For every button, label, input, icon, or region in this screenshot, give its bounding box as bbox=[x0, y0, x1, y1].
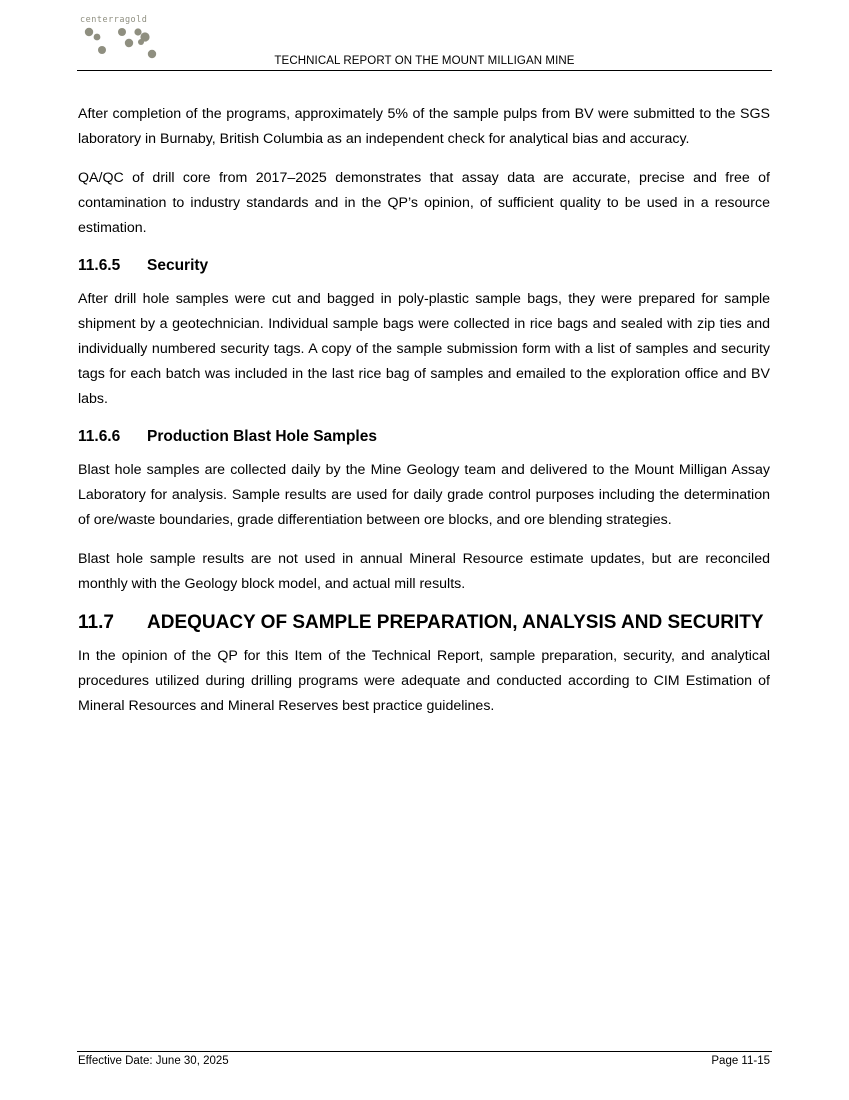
section-title: Security bbox=[147, 257, 209, 274]
footer-page-number: Page 11-15 bbox=[711, 1055, 770, 1067]
section-title: ADEQUACY OF SAMPLE PREPARATION, ANALYSIS AND SECURITY bbox=[147, 612, 764, 633]
paragraph: After completion of the programs, approximately 5% of the sample pulps from BV were submitted to the SGS laboratory in Burnaby, British Columbia as an independent check for analytical bias and accuracy. bbox=[78, 106, 770, 147]
section-heading-11-6-5 bbox=[78, 255, 770, 277]
footer-divider bbox=[77, 1051, 772, 1052]
footer-effective-date: Effective Date: June 30, 2025 bbox=[78, 1055, 229, 1067]
paragraph: Blast hole samples are collected daily by the Mine Geology team and delivered to the Mount Milligan Assay Laboratory for analysis. Sample results are used for daily grade control purposes including the determination of ore/waste boundaries, grade differentiation between ore blocks, and ore blending strategies. bbox=[78, 462, 770, 528]
section-number: 11.6.5 bbox=[78, 257, 121, 274]
paragraph: In the opinion of the QP for this Item of the Technical Report, sample preparation, security, and analytical procedures utilized during drilling programs were adequate and conducted according to CIM Estimation of Mineral Resources and Mineral Reserves best practice guidelines. bbox=[78, 648, 770, 714]
paragraph: QA/QC of drill core from 2017–2025 demonstrates that assay data are accurate, precise and free of contamination to industry standards and in the QP’s opinion, of sufficient quality to be used in a resource estimation. bbox=[78, 170, 770, 236]
paragraph: Blast hole sample results are not used in annual Mineral Resource estimate updates, but are reconciled monthly with the Geology block model, and actual mill results. bbox=[78, 551, 770, 592]
logo-text: centerragold bbox=[80, 15, 148, 25]
section-number: 11.6.6 bbox=[78, 428, 121, 445]
page-body bbox=[78, 102, 770, 733]
section-heading-11-7 bbox=[78, 611, 770, 634]
section-number: 11.7 bbox=[78, 612, 114, 633]
paragraph: After drill hole samples were cut and bagged in poly-plastic sample bags, they were prepared for sample shipment by a geotechnician. Individual sample bags were collected in rice bags and sealed with zip ties and individually numbered security tags. A copy of the sample submission form with a list of samples and security tags for each batch was included in the last rice bag of samples and emailed to the exploration office and BV labs. bbox=[78, 291, 770, 407]
report-header-title: TECHNICAL REPORT ON THE MOUNT MILLIGAN MINE bbox=[274, 55, 575, 67]
header-divider bbox=[77, 70, 772, 71]
section-heading-11-6-6 bbox=[78, 426, 770, 448]
section-title: Production Blast Hole Samples bbox=[147, 428, 377, 445]
